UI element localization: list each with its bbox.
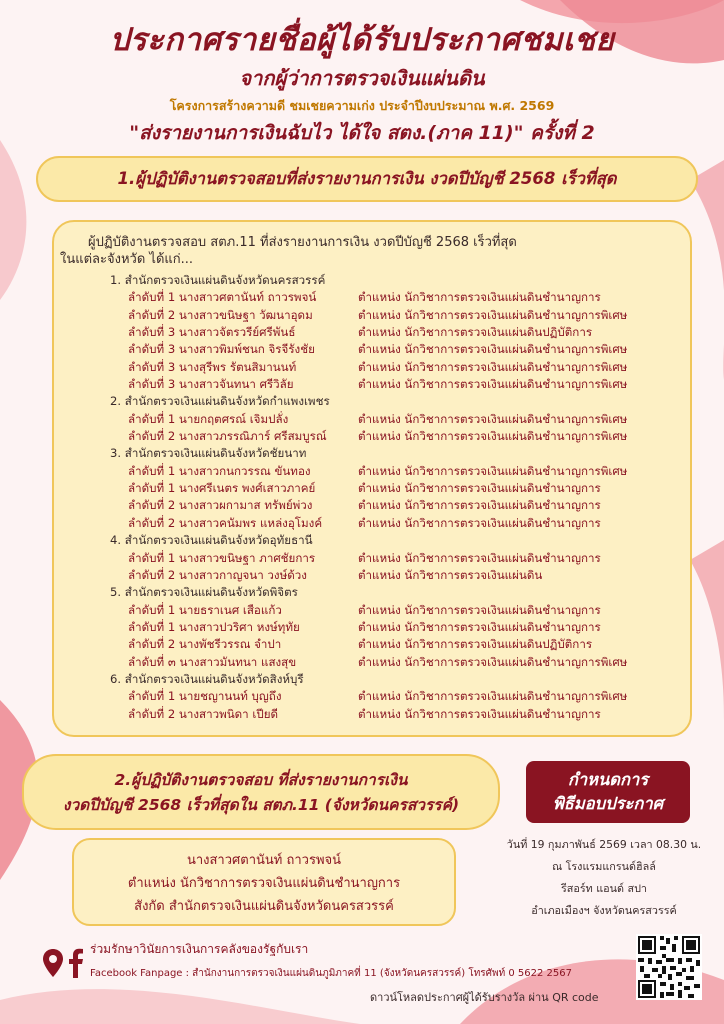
- awardee-name: ลำดับที่ 2 นางสาวภรรณิภาร์ ศรีสมบูรณ์: [128, 429, 327, 444]
- ceremony-info: [496, 834, 712, 922]
- awardee-position: ตำแหน่ง นักวิชาการตรวจเงินแผ่นดินชำนาญการพิเศษ: [358, 411, 628, 426]
- awardee-row: [110, 706, 690, 723]
- section2-heading-line1: 2.ผู้ปฏิบัติงานตรวจสอบ ที่ส่งรายงานการเงิน: [114, 771, 408, 789]
- awardee-position: ตำแหน่ง นักวิชาการตรวจเงินแผ่นดินชำนาญการพิเศษ: [358, 654, 628, 669]
- awardee-row: [110, 515, 690, 532]
- awardee-position: ตำแหน่ง นักวิชาการตรวจเงินแผ่นดินชำนาญการ: [358, 290, 601, 305]
- awardee-name: ลำดับที่ 2 นางสาวกาญจนา วงษ์ด้วง: [128, 567, 307, 582]
- awardee-name: ลำดับที่ ๓ นางสาวมันทนา แสงสุข: [128, 654, 297, 669]
- awardee-row: [110, 411, 690, 428]
- awardee-row: [110, 289, 690, 306]
- awardee-name: ลำดับที่ 3 นางสุรีพร รัตนสิมานนท์: [128, 359, 297, 374]
- winner-name: นางสาวศตานันท์ ถาวรพจน์: [186, 853, 342, 868]
- awardee-name: ลำดับที่ 1 นางสาวขนิษฐา ภาศชัยการ: [128, 550, 316, 565]
- section1-intro: [60, 234, 680, 268]
- awardee-row: [110, 654, 690, 671]
- awardee-row: [110, 359, 690, 376]
- awardee-row: [110, 341, 690, 358]
- awardee-name: ลำดับที่ 2 นางสาวพนิดา เปียดี: [128, 706, 279, 721]
- footer-fanpage[interactable]: Facebook Fanpage : สำนักงานการตรวจเงินแผ่นดินภูมิภาคที่ 11 (จังหวัดนครสวรรค์) โทรศัพท์ 0 5622 2567: [90, 968, 572, 979]
- awardee-row: [110, 463, 690, 480]
- awardee-position: ตำแหน่ง นักวิชาการตรวจเงินแผ่นดินชำนาญการพิเศษ: [358, 463, 628, 478]
- awardee-row: [110, 688, 690, 705]
- awardee-name: ลำดับที่ 1 นางสาวปวริศา หงษ์ทุทัย: [128, 619, 300, 634]
- awardee-position: ตำแหน่ง นักวิชาการตรวจเงินแผ่นดินชำนาญการพิเศษ: [358, 429, 628, 444]
- intro-line-2: ในแต่ละจังหวัด ได้แก่...: [60, 252, 194, 267]
- awardee-row: [110, 497, 690, 514]
- awardee-position: ตำแหน่ง นักวิชาการตรวจเงินแผ่นดินชำนาญการ: [358, 706, 601, 721]
- awardee-position: ตำแหน่ง นักวิชาการตรวจเงินแผ่นดิน: [358, 567, 543, 582]
- awardee-name: ลำดับที่ 2 นางสาวขนิษฐา วัฒนาอุดม: [128, 307, 313, 322]
- awardee-position: ตำแหน่ง นักวิชาการตรวจเงินแผ่นดินชำนาญการ: [358, 602, 601, 617]
- awardee-name: ลำดับที่ 1 นายกฤตศรณ์ เจิมปลั่ง: [128, 411, 289, 426]
- awardee-name: ลำดับที่ 1 นางศรีเนตร พงศ์เสาวภาคย์: [128, 481, 316, 496]
- awardee-position: ตำแหน่ง นักวิชาการตรวจเงินแผ่นดินชำนาญการ: [358, 550, 601, 565]
- section2-heading: [22, 754, 500, 830]
- province-group-title: 2. สำนักตรวจเงินแผ่นดินจังหวัดกำแพงเพชร: [110, 394, 330, 409]
- winner-position: ตำแหน่ง นักวิชาการตรวจเงินแผ่นดินชำนาญการ: [127, 876, 401, 891]
- awardee-position: ตำแหน่ง นักวิชาการตรวจเงินแผ่นดินชำนาญการ: [358, 481, 601, 496]
- awardee-row: [110, 619, 690, 636]
- province-group-title: 6. สำนักตรวจเงินแผ่นดินจังหวัดสิงห์บุรี: [110, 671, 304, 686]
- awardee-groups: [110, 272, 690, 723]
- awardee-name: ลำดับที่ 1 นายชญานนท์ บุญถึง: [128, 689, 282, 704]
- province-group-title: 4. สำนักตรวจเงินแผ่นดินจังหวัดอุทัยธานี: [110, 533, 313, 548]
- awardee-name: ลำดับที่ 3 นางสาวจัตรวรีย์ศรีพันธ์: [128, 325, 296, 340]
- ceremony-venue2: รีสอร์ท แอนด์ สปา: [561, 882, 647, 895]
- awardee-name: ลำดับที่ 3 นางสาวจันทนา ศรีวิลัย: [128, 377, 294, 392]
- awardee-position: ตำแหน่ง นักวิชาการตรวจเงินแผ่นดินชำนาญการ: [358, 619, 601, 634]
- location-pin-icon: [42, 948, 64, 978]
- awardee-name: ลำดับที่ 2 นางพัชรีวรรณ จำปา: [128, 637, 282, 652]
- page-title: ประกาศรายชื่อผู้ได้รับประกาศชมเชย: [109, 22, 615, 58]
- awardee-row: [110, 376, 690, 393]
- awardee-name: ลำดับที่ 1 นายธราเนศ เสือแก้ว: [128, 602, 282, 617]
- winner-affiliation: สังกัด สำนักตรวจเงินแผ่นดินจังหวัดนครสวรรค์: [134, 899, 394, 914]
- ceremony-datetime: วันที่ 19 กุมภาพันธ์ 2569 เวลา 08.30 น.: [506, 838, 702, 851]
- awardee-row: [110, 550, 690, 567]
- awardee-name: ลำดับที่ 1 นางสาวกนกวรรณ ขันทอง: [128, 463, 311, 478]
- section2-winner-box: [72, 838, 456, 926]
- province-group-title: 1. สำนักตรวจเงินแผ่นดินจังหวัดนครสวรรค์: [110, 273, 326, 287]
- awardee-position: ตำแหน่ง นักวิชาการตรวจเงินแผ่นดินชำนาญการพิเศษ: [358, 689, 628, 704]
- awardee-name: ลำดับที่ 3 นางสาวพิมพ์ชนก จิรจีรังชัย: [128, 342, 315, 357]
- awardee-row: [110, 324, 690, 341]
- section2-heading-line2: งวดปีบัญชี 2568 เร็วที่สุดใน สตภ.11 (จังหวัดนครสวรรค์): [62, 796, 460, 814]
- qr-code[interactable]: [636, 934, 702, 1000]
- province-group-title: 5. สำนักตรวจเงินแผ่นดินจังหวัดพิจิตร: [110, 585, 298, 600]
- facebook-icon[interactable]: [68, 948, 84, 978]
- awardee-row: [110, 480, 690, 497]
- awardee-row: [110, 307, 690, 324]
- awardee-row: [110, 567, 690, 584]
- awardee-position: ตำแหน่ง นักวิชาการตรวจเงินแผ่นดินปฏิบัติการ: [358, 325, 593, 340]
- awardee-position: ตำแหน่ง นักวิชาการตรวจเงินแผ่นดินปฏิบัติการ: [358, 637, 593, 652]
- campaign-name: "ส่งรายงานการเงินฉับไว ได้ใจ สตง.(ภาค 11)" ครั้งที่ 2: [129, 122, 595, 144]
- province-group-title: 3. สำนักตรวจเงินแผ่นดินจังหวัดชัยนาท: [110, 446, 307, 461]
- footer-download: ดาวน์โหลดประกาศผู้ได้รับรางวัล ผ่าน QR code: [370, 991, 599, 1004]
- project-name: โครงการสร้างความดี ชมเชยความเก่ง ประจำปีงบประมาณ พ.ศ. 2569: [169, 98, 555, 113]
- ceremony-line2: พิธีมอบประกาศ: [552, 794, 664, 813]
- ceremony-badge: [526, 761, 690, 823]
- ceremony-venue3: อำเภอเมืองฯ จังหวัดนครสวรรค์: [531, 904, 677, 917]
- page-subtitle: จากผู้ว่าการตรวจเงินแผ่นดิน: [239, 66, 485, 90]
- footer-slogan: ร่วมรักษาวินัยการเงินการคลังของรัฐกับเรา: [90, 942, 309, 956]
- ceremony-line1: กำหนดการ: [567, 770, 649, 789]
- section1-heading: 1.ผู้ปฏิบัติงานตรวจสอบที่ส่งรายงานการเงิน งวดปีบัญชี 2568 เร็วที่สุด: [36, 156, 698, 202]
- awardee-position: ตำแหน่ง นักวิชาการตรวจเงินแผ่นดินชำนาญการพิเศษ: [358, 307, 628, 322]
- awardee-position: ตำแหน่ง นักวิชาการตรวจเงินแผ่นดินชำนาญการพิเศษ: [358, 377, 628, 392]
- awardee-position: ตำแหน่ง นักวิชาการตรวจเงินแผ่นดินชำนาญการ: [358, 498, 601, 513]
- awardee-position: ตำแหน่ง นักวิชาการตรวจเงินแผ่นดินชำนาญการพิเศษ: [358, 359, 628, 374]
- awardee-name: ลำดับที่ 2 นางสาวผกามาส ทรัพย์พ่วง: [128, 498, 313, 513]
- awardee-row: [110, 636, 690, 653]
- awardee-row: [110, 428, 690, 445]
- awardee-row: [110, 602, 690, 619]
- awardee-position: ตำแหน่ง นักวิชาการตรวจเงินแผ่นดินชำนาญการ: [358, 515, 601, 530]
- awardee-position: ตำแหน่ง นักวิชาการตรวจเงินแผ่นดินชำนาญการพิเศษ: [358, 342, 628, 357]
- ceremony-venue1: ณ โรงแรมแกรนด์ฮิลล์: [552, 860, 656, 873]
- awardee-name: ลำดับที่ 2 นางสาวคนัมพร แหล่งอุโมงค์: [128, 515, 323, 530]
- awardee-name: ลำดับที่ 1 นางสาวศตานันท์ ถาวรพจน์: [128, 290, 317, 305]
- intro-line-1: ผู้ปฏิบัติงานตรวจสอบ สตภ.11 ที่ส่งรายงานการเงิน งวดปีบัญชี 2568 เร็วที่สุด: [88, 235, 517, 250]
